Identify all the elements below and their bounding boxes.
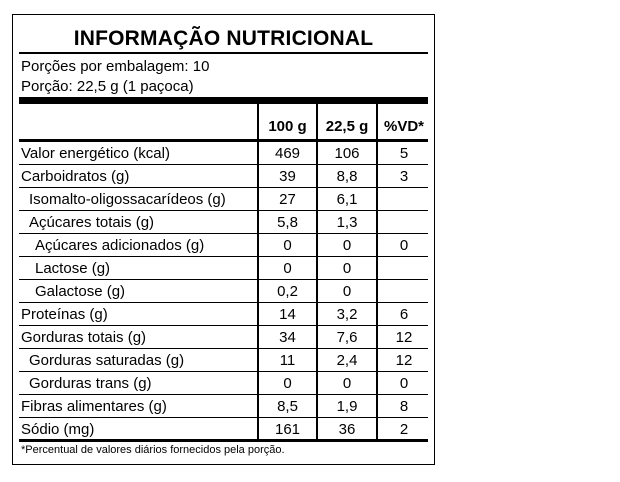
nutrient-row bbox=[19, 372, 428, 395]
value-100g: 8,5 bbox=[277, 398, 298, 415]
servings-per-package: Porções por embalagem: 10 bbox=[21, 58, 210, 75]
nutrient-row bbox=[19, 303, 428, 326]
nutrient-row bbox=[19, 257, 428, 280]
value-portion: 0 bbox=[342, 237, 352, 254]
value-100g: 161 bbox=[274, 421, 301, 438]
value-portion: 106 bbox=[334, 145, 360, 162]
nutrient-name: Fibras alimentares (g) bbox=[21, 398, 167, 415]
header-portion: 22,5 g bbox=[325, 118, 369, 135]
nutrient-row bbox=[19, 165, 428, 188]
footnote: *Percentual de valores diários fornecidos pela porção. bbox=[21, 444, 285, 456]
value-100g: 469 bbox=[274, 145, 301, 162]
value-100g: 14 bbox=[279, 306, 296, 323]
nutrient-name: Gorduras trans (g) bbox=[29, 375, 152, 392]
value-daily-percent: 8 bbox=[399, 398, 409, 415]
value-daily-percent: 0 bbox=[399, 375, 409, 392]
nutrient-row bbox=[19, 280, 428, 303]
value-portion: 1,9 bbox=[336, 398, 358, 415]
nutrient-name: Isomalto-oligossacarídeos (g) bbox=[29, 191, 226, 208]
nutrient-row bbox=[19, 418, 428, 441]
value-portion: 6,1 bbox=[336, 191, 358, 208]
nutrient-row bbox=[19, 349, 428, 372]
nutrient-name: Gorduras saturadas (g) bbox=[29, 352, 185, 369]
value-daily-percent: 5 bbox=[399, 145, 409, 162]
nutrient-row bbox=[19, 211, 428, 234]
value-100g: 39 bbox=[279, 168, 296, 185]
value-100g: 0 bbox=[283, 237, 292, 254]
value-100g: 0 bbox=[283, 375, 292, 392]
value-portion: 1,3 bbox=[336, 214, 358, 231]
header-100g: 100 g bbox=[268, 118, 307, 135]
value-100g: 0,2 bbox=[277, 283, 298, 300]
value-daily-percent: 12 bbox=[395, 352, 413, 369]
value-portion: 8,8 bbox=[336, 168, 358, 185]
value-portion: 7,6 bbox=[336, 329, 358, 346]
value-100g: 5,8 bbox=[277, 214, 298, 231]
value-daily-percent: 3 bbox=[399, 168, 409, 185]
nutrient-name: Açúcares adicionados (g) bbox=[35, 237, 205, 254]
nutrient-name: Gorduras totais (g) bbox=[21, 329, 147, 346]
nutrient-name: Galactose (g) bbox=[35, 283, 126, 300]
value-portion: 3,2 bbox=[336, 306, 358, 323]
value-100g: 27 bbox=[279, 191, 296, 208]
value-portion: 0 bbox=[342, 260, 352, 277]
bottom-divider bbox=[19, 439, 428, 442]
nutrient-name: Proteínas (g) bbox=[21, 306, 108, 323]
value-100g: 34 bbox=[279, 329, 296, 346]
nutrient-name: Carboidratos (g) bbox=[21, 168, 130, 185]
value-portion: 36 bbox=[338, 421, 356, 438]
value-daily-percent: 6 bbox=[399, 306, 409, 323]
nutrient-name: Lactose (g) bbox=[35, 260, 111, 277]
serving-size: Porção: 22,5 g (1 paçoca) bbox=[21, 78, 194, 95]
value-daily-percent: 0 bbox=[399, 237, 409, 254]
nutrient-row bbox=[19, 395, 428, 418]
nutrition-facts-label bbox=[12, 14, 435, 465]
nutrient-row bbox=[19, 188, 428, 211]
value-100g: 11 bbox=[279, 352, 296, 369]
label-title: INFORMAÇÃO NUTRICIONAL bbox=[73, 27, 374, 50]
value-100g: 0 bbox=[283, 260, 292, 277]
nutrient-row bbox=[19, 234, 428, 257]
nutrient-name: Açúcares totais (g) bbox=[29, 214, 155, 231]
title-divider bbox=[19, 52, 428, 54]
value-portion: 0 bbox=[342, 283, 352, 300]
nutrient-name: Sódio (mg) bbox=[21, 421, 95, 438]
value-daily-percent: 12 bbox=[395, 329, 413, 346]
value-daily-percent: 2 bbox=[399, 421, 409, 438]
nutrient-row bbox=[19, 326, 428, 349]
nutrient-name: Valor energético (kcal) bbox=[21, 145, 170, 162]
header-daily-value: %VD* bbox=[383, 118, 424, 135]
value-portion: 2,4 bbox=[336, 352, 358, 369]
nutrient-row bbox=[19, 142, 428, 165]
thick-divider bbox=[19, 97, 428, 104]
value-portion: 0 bbox=[342, 375, 352, 392]
